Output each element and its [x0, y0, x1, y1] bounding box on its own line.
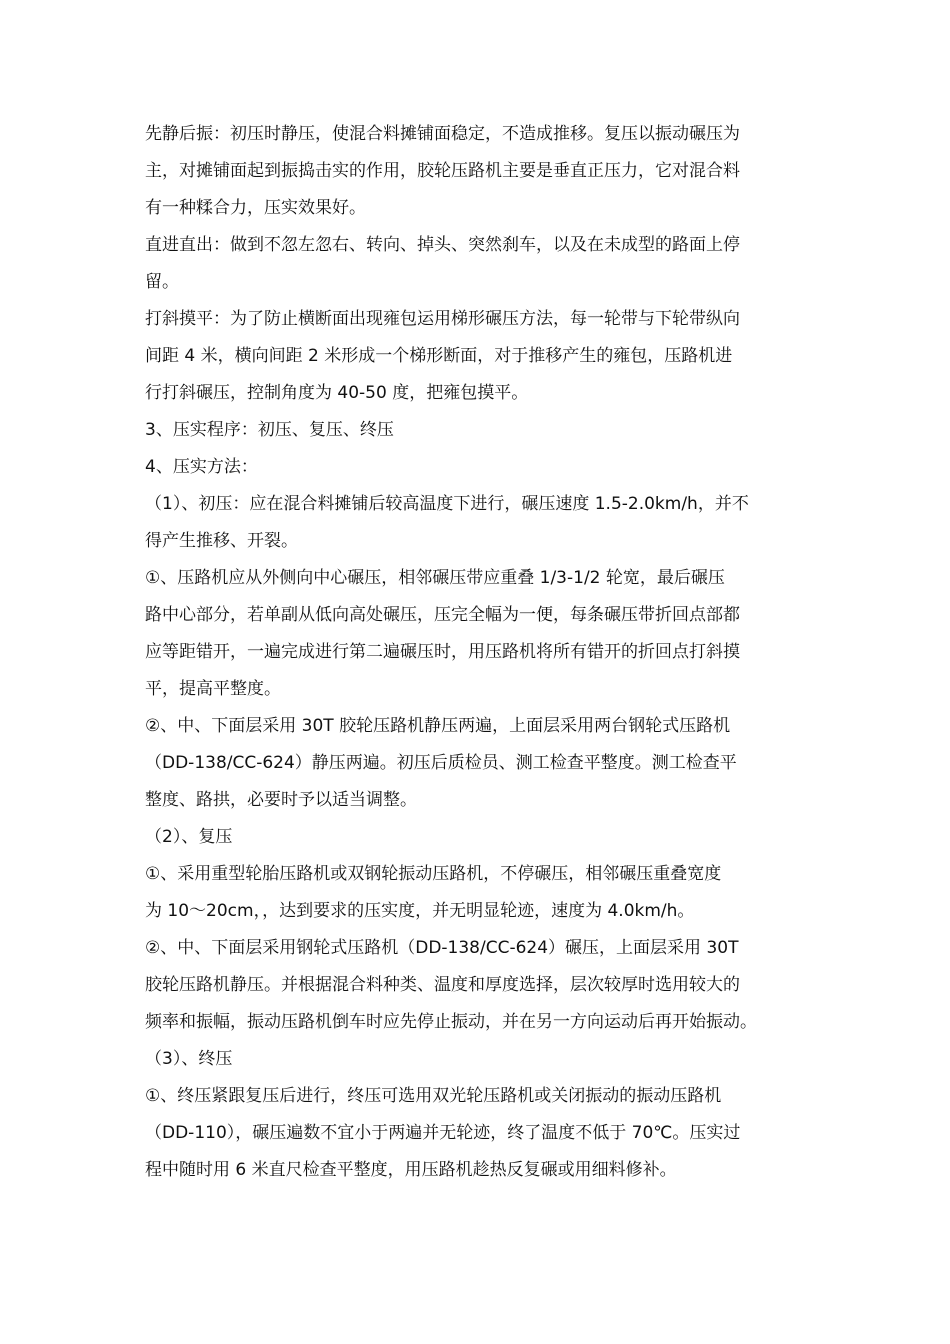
- text-line: 先静后振：初压时静压，使混合料摊铺面稳定，不造成推移。复压以振动碾压为: [145, 124, 740, 144]
- text-line: 程中随时用 6 米直尺检查平整度，用压路机趁热反复碾或用细料修补。: [145, 1160, 677, 1180]
- text-line: 得产生推移、开裂。: [145, 531, 298, 551]
- document-body: [145, 116, 810, 1189]
- text-line: ①、采用重型轮胎压路机或双钢轮振动压路机，不停碾压，相邻碾压重叠宽度: [145, 864, 722, 884]
- text-line: 应等距错开，一遍完成进行第二遍碾压时，用压路机将所有错开的折回点打斜摸: [145, 642, 740, 662]
- text-line: 整度、路拱，必要时予以适当调整。: [145, 790, 417, 810]
- text-line: （3）、终压: [145, 1049, 233, 1069]
- text-line: 路中心部分，若单副从低向高处碾压，压完全幅为一便，每条碾压带折回点部都: [145, 605, 740, 625]
- text-line: 行打斜碾压，控制角度为 40-50 度，把雍包摸平。: [145, 383, 529, 403]
- text-line: 间距 4 米，横向间距 2 米形成一个梯形断面，对于推移产生的雍包，压路机进: [145, 346, 733, 366]
- text-line: ①、终压紧跟复压后进行，终压可选用双光轮压路机或关闭振动的振动压路机: [145, 1086, 722, 1106]
- text-line: 3、压实程序：初压、复压、终压: [145, 420, 394, 440]
- text-line: （2）、复压: [145, 827, 233, 847]
- text-line: 留。: [145, 272, 179, 292]
- text-line: 打斜摸平：为了防止横断面出现雍包运用梯形碾压方法，每一轮带与下轮带纵向: [145, 309, 740, 329]
- text-line: ①、压路机应从外侧向中心碾压，相邻碾压带应重叠 1/3-1/2 轮宽，最后碾压: [145, 568, 725, 588]
- text-line: 为 10～20cm，，达到要求的压实度，并无明显轮迹，速度为 4.0km/h。: [145, 901, 695, 921]
- text-line: （DD-110），碾压遍数不宜小于两遍并无轮迹，终了温度不低于 70℃。压实过: [145, 1123, 741, 1143]
- text-line: 主，对摊铺面起到振捣击实的作用，胶轮压路机主要是垂直正压力，它对混合料: [145, 161, 740, 181]
- text-line: 胶轮压路机静压。并根据混合料种类、温度和厚度选择，层次较厚时选用较大的: [145, 975, 740, 995]
- text-line: ②、中、下面层采用 30T 胶轮压路机静压两遍，上面层采用两台钢轮式压路机: [145, 716, 731, 736]
- text-line: 4、压实方法：: [145, 457, 258, 477]
- text-line: ②、中、下面层采用钢轮式压路机（DD-138/CC-624）碾压，上面层采用 30T: [145, 938, 739, 958]
- text-line: （DD-138/CC-624）静压两遍。初压后质检员、测工检查平整度。测工检查平: [145, 753, 737, 773]
- text-line: 直进直出：做到不忽左忽右、转向、掉头、突然刹车，以及在未成型的路面上停: [145, 235, 740, 255]
- text-line: （1）、初压：应在混合料摊铺后较高温度下进行，碾压速度 1.5-2.0km/h，并不: [145, 494, 749, 514]
- text-line: 平，提高平整度。: [145, 679, 281, 699]
- text-line: 有一种糅合力，压实效果好。: [145, 198, 366, 218]
- text-line: 频率和振幅，振动压路机倒车时应先停止振动，并在另一方向运动后再开始振动。: [145, 1012, 757, 1032]
